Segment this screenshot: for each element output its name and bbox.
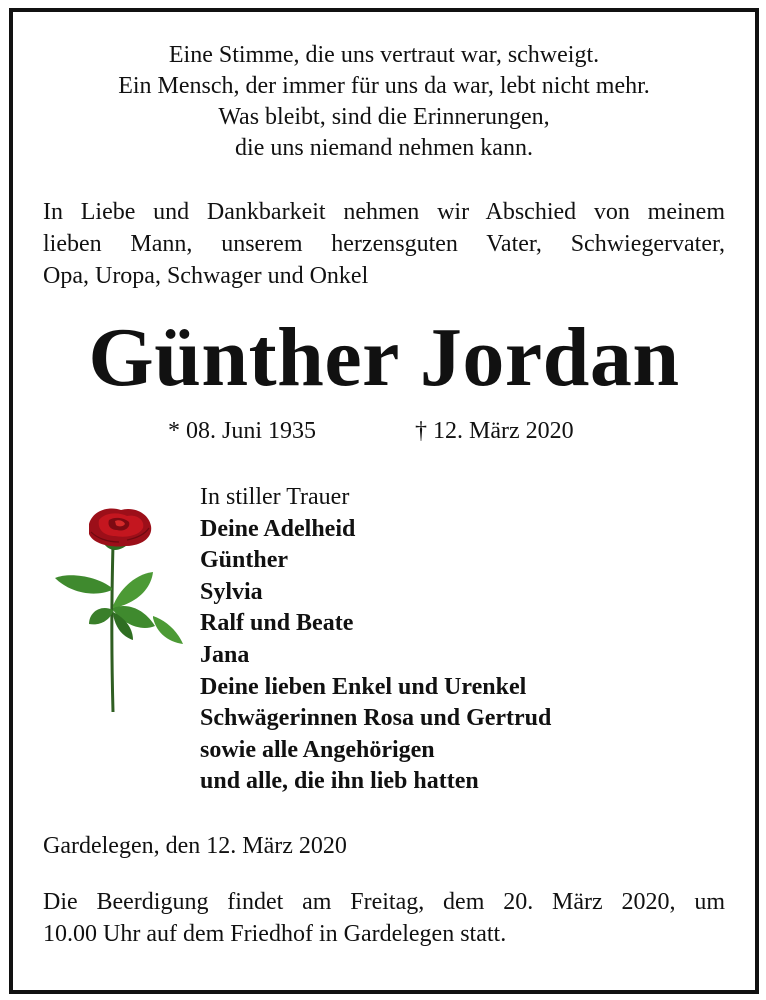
mourner-name: sowie alle Angehörigen bbox=[200, 736, 435, 763]
mourners-list bbox=[200, 482, 551, 798]
poem bbox=[13, 40, 755, 164]
poem-line: Was bleibt, sind die Erinnerungen, bbox=[218, 104, 550, 130]
intro-line: In Liebe und Dankbarkeit nehmen wir Abschied von meinem bbox=[43, 199, 725, 225]
funeral-line: Die Beerdigung findet am Freitag, dem 20. März 2020, um bbox=[43, 889, 725, 915]
poem-line: Ein Mensch, der immer für uns da war, lebt nicht mehr. bbox=[118, 73, 650, 99]
mourner-name: Sylvia bbox=[200, 578, 263, 605]
poem-line: die uns niemand nehmen kann. bbox=[235, 135, 533, 161]
birth-date: * 08. Juni 1935 bbox=[168, 418, 317, 444]
mourners-lead: In stiller Trauer bbox=[200, 484, 350, 510]
obituary-notice bbox=[9, 8, 759, 994]
rose-icon bbox=[49, 506, 185, 716]
mourner-name: Deine lieben Enkel und Urenkel bbox=[200, 673, 527, 700]
mourner-name: Ralf und Beate bbox=[200, 610, 354, 637]
deceased-name: Günther Jordan bbox=[88, 311, 680, 404]
mourner-name: Schwägerinnen Rosa und Gertrud bbox=[200, 705, 552, 732]
intro-line: Opa, Uropa, Schwager und Onkel bbox=[43, 263, 369, 289]
death-date: † 12. März 2020 bbox=[415, 418, 574, 444]
intro-line: lieben Mann, unserem herzensguten Vater, Schwiegervater, bbox=[43, 231, 725, 257]
mourner-name: und alle, die ihn lieb hatten bbox=[200, 768, 479, 795]
rose-image bbox=[49, 506, 185, 716]
funeral-line: 10.00 Uhr auf dem Friedhof in Gardelegen statt. bbox=[43, 921, 507, 947]
mourner-name: Jana bbox=[200, 641, 250, 668]
mourner-name: Günther bbox=[200, 547, 289, 574]
poem-line: Eine Stimme, die uns vertraut war, schweigt. bbox=[168, 42, 600, 68]
mourner-name: Deine Adelheid bbox=[200, 515, 356, 542]
place-date: Gardelegen, den 12. März 2020 bbox=[43, 833, 347, 859]
funeral-info bbox=[43, 886, 725, 950]
intro-text bbox=[43, 196, 725, 292]
